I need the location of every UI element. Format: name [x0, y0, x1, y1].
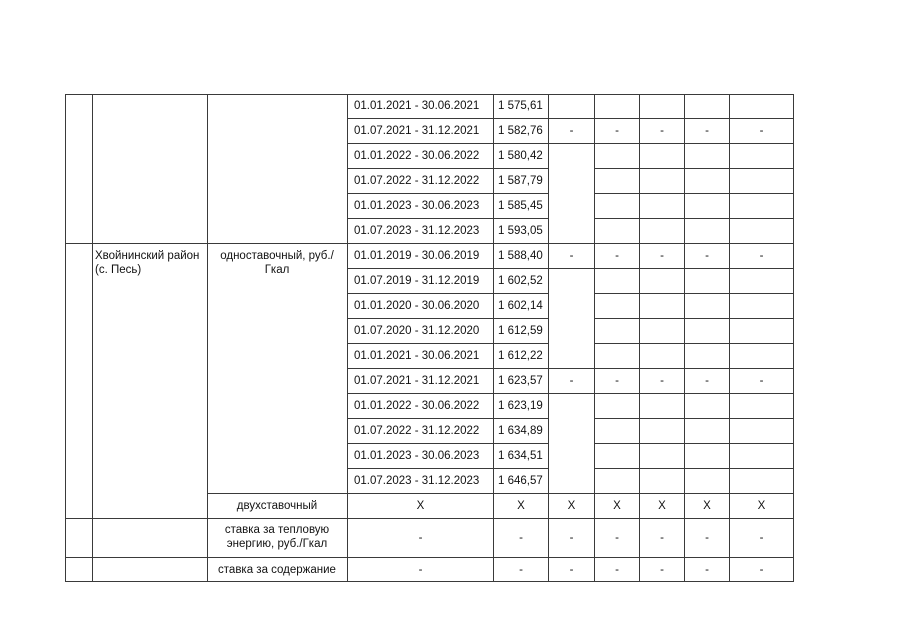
dash-cell: -: [615, 125, 619, 137]
dash-cell: -: [759, 564, 764, 576]
dash-cell: -: [519, 532, 523, 544]
period-cell: 01.01.2022 - 30.06.2022: [354, 150, 480, 162]
period-cell: 01.01.2023 - 30.06.2023: [354, 450, 480, 462]
dash-cell: -: [705, 532, 709, 544]
dash-cell: -: [660, 564, 664, 576]
x-mark: X: [703, 500, 711, 512]
period-cell: 01.01.2020 - 30.06.2020: [354, 300, 480, 312]
period-cell: 01.07.2021 - 31.12.2021: [354, 125, 480, 137]
period-cell: 01.07.2023 - 31.12.2023: [354, 225, 480, 237]
period-cell: 01.01.2021 - 30.06.2021: [354, 100, 480, 112]
price-cell: 1 634,51: [498, 450, 543, 462]
period-cell: 01.07.2020 - 31.12.2020: [354, 325, 480, 337]
dash-cell: -: [660, 250, 664, 262]
dash-cell: -: [569, 375, 574, 387]
price-cell: 1 588,40: [498, 250, 543, 262]
two-part-label: двухставочный: [236, 500, 318, 512]
dash-cell: -: [660, 375, 664, 387]
period-cell: 01.07.2023 - 31.12.2023: [354, 475, 480, 487]
dash-cell: -: [705, 564, 709, 576]
price-cell: 1 582,76: [498, 125, 543, 137]
price-cell: 1 587,79: [498, 175, 543, 187]
dash-cell: -: [705, 375, 709, 387]
price-cell: 1 612,59: [498, 325, 543, 337]
x-mark: X: [613, 500, 621, 512]
period-cell: 01.07.2022 - 31.12.2022: [354, 175, 480, 187]
dash-cell: -: [705, 125, 709, 137]
x-mark: X: [517, 500, 525, 512]
district-name: Хвойнинский район (с. Песь): [95, 250, 200, 276]
dash-cell: -: [705, 250, 709, 262]
dash-cell: -: [660, 125, 664, 137]
dash-cell: -: [759, 375, 764, 387]
price-cell: 1 634,89: [498, 425, 543, 437]
dash-cell: -: [660, 532, 664, 544]
price-cell: 1 602,14: [498, 300, 543, 312]
maintenance-rate-label: ставка за содержание: [218, 564, 336, 576]
dash-cell: -: [615, 250, 619, 262]
x-mark: X: [567, 500, 576, 512]
dash-cell: -: [759, 532, 764, 544]
dash-cell: -: [418, 532, 423, 544]
dash-cell: -: [759, 125, 764, 137]
period-cell: 01.07.2019 - 31.12.2019: [354, 275, 480, 287]
price-cell: 1 602,52: [498, 275, 543, 287]
period-cell: 01.01.2019 - 30.06.2019: [354, 250, 480, 262]
price-cell: 1 623,19: [498, 400, 543, 412]
period-cell: 01.07.2022 - 31.12.2022: [354, 425, 480, 437]
period-cell: 01.01.2021 - 30.06.2021: [354, 350, 480, 362]
dash-cell: -: [759, 250, 764, 262]
price-cell: 1 612,22: [498, 350, 543, 362]
tariff-type: одноставочный, руб./Гкал: [220, 250, 334, 276]
period-cell: 01.01.2023 - 30.06.2023: [354, 200, 480, 212]
heat-rate-label: ставка за тепловую энергию, руб./Гкал: [224, 524, 330, 550]
dash-cell: -: [418, 564, 423, 576]
price-cell: 1 580,42: [498, 150, 543, 162]
x-mark: X: [416, 500, 425, 512]
dash-cell: -: [615, 375, 619, 387]
price-cell: 1 575,61: [498, 100, 543, 112]
period-cell: 01.01.2022 - 30.06.2022: [354, 400, 480, 412]
dash-cell: -: [519, 564, 523, 576]
period-cell: 01.07.2021 - 31.12.2021: [354, 375, 480, 387]
price-cell: 1 646,57: [498, 475, 543, 487]
dash-cell: -: [569, 125, 574, 137]
price-cell: 1 593,05: [498, 225, 543, 237]
dash-cell: -: [615, 532, 619, 544]
x-mark: X: [658, 500, 666, 512]
dash-cell: -: [569, 532, 574, 544]
dash-cell: -: [569, 250, 574, 262]
x-mark: X: [757, 500, 766, 512]
dash-cell: -: [615, 564, 619, 576]
dash-cell: -: [569, 564, 574, 576]
price-cell: 1 623,57: [498, 375, 543, 387]
price-cell: 1 585,45: [498, 200, 543, 212]
